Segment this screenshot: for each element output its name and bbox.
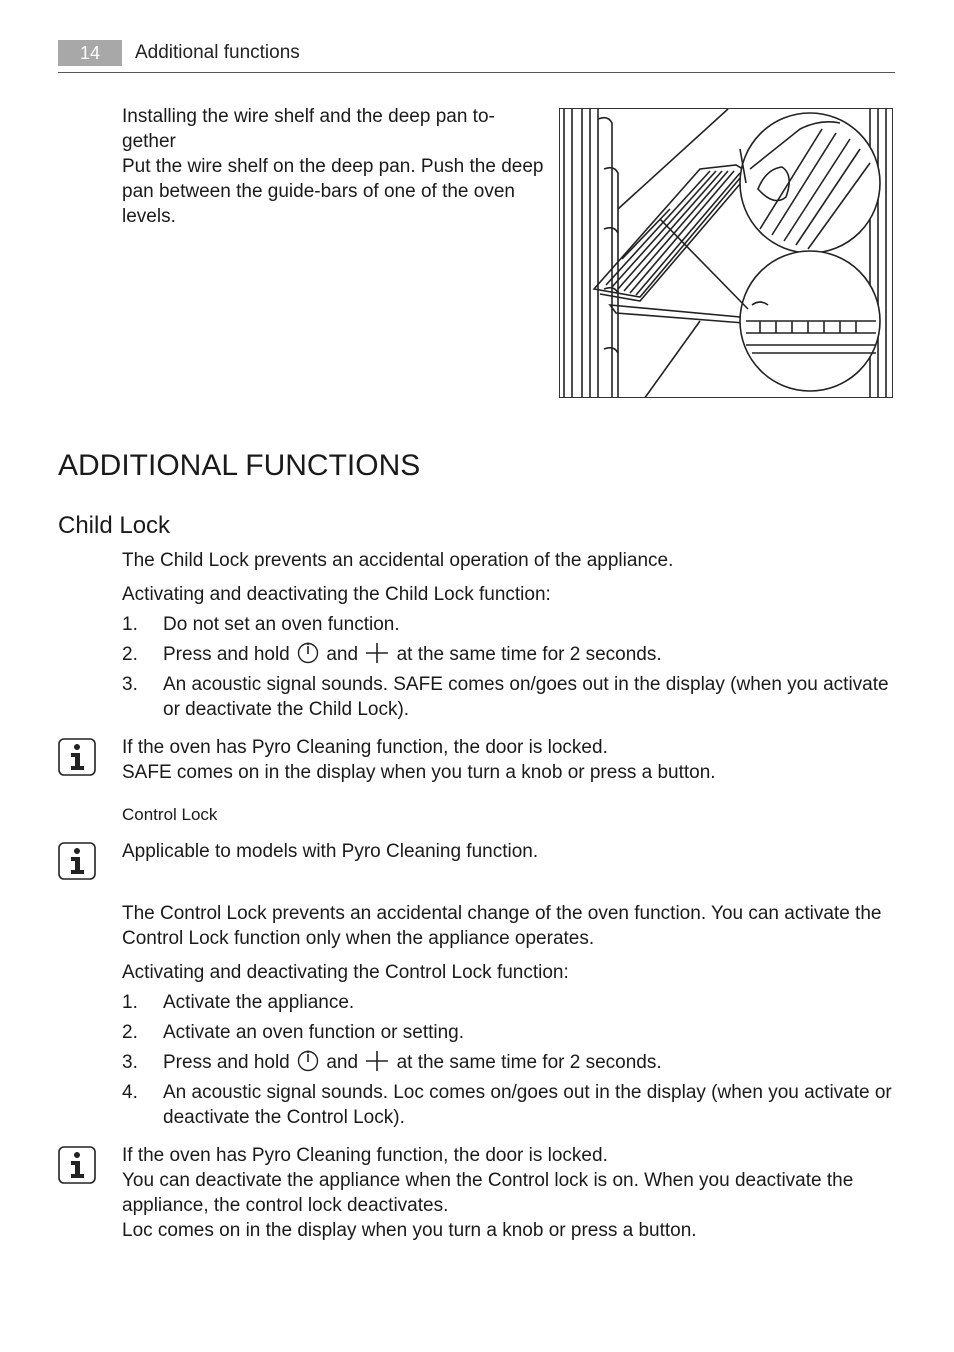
plus-icon [365,1050,389,1072]
list-item-text: Do not set an oven function. [163,614,400,635]
control-lock-intro: The Control Lock prevents an accidental change of the oven function. You can activate the Control Lock function only when the appliance operates. [122,903,882,949]
step-text-pre: Press and hold [163,644,290,665]
child-lock-intro: The Child Lock prevents an accidental operation of the appliance. [122,550,674,571]
clock-icon [297,1050,319,1072]
child-lock-heading: Child Lock [58,512,171,539]
control-lock-steps-intro: Activating and deactivating the Control Lock function: [122,962,569,983]
child-lock-note-line2: SAFE comes on in the display when you turn a knob or press a button. [122,762,716,783]
header-section-title: Additional functions [135,42,300,63]
list-item-number: 3. [122,1052,138,1073]
info-icon [58,842,96,880]
control-lock-applicable-note: Applicable to models with Pyro Cleaning function. [122,841,539,862]
list-item-text [163,642,893,667]
step-text-mid: and [326,1052,359,1073]
list-item-number: 2. [122,644,138,665]
step-text-post: at the same time for 2 seconds. [396,644,662,665]
clock-icon [297,642,319,664]
child-lock-steps-intro: Activating and deactivating the Child Lock function: [122,584,551,605]
list-item-text: Activate an oven function or setting. [163,1022,465,1043]
list-item-text: An acoustic signal sounds. SAFE comes on/goes out in the display (when you activate or deactivate the Child Lock). [163,674,889,720]
list-item-number: 1. [122,614,138,635]
oven-shelf-drawing [560,109,893,398]
step-text-post: at the same time for 2 seconds. [396,1052,662,1073]
page-header [58,40,895,73]
list-item-number: 3. [122,674,138,695]
list-item-text [163,1050,893,1075]
step-text-mid: and [326,644,359,665]
oven-shelf-illustration [559,108,893,398]
list-item-text: An acoustic signal sounds. Loc comes on/goes out in the display (when you activate or deactivate the Control Lock). [163,1082,892,1128]
step-text-pre: Press and hold [163,1052,290,1073]
list-item-text: Activate the appliance. [163,992,355,1013]
info-icon [58,1146,96,1184]
list-item-number: 1. [122,992,138,1013]
child-lock-note-line1: If the oven has Pyro Cleaning function, the door is locked. [122,737,608,758]
control-lock-note-line3: Loc comes on in the display when you turn a knob or press a button. [122,1220,697,1241]
control-lock-heading: Control Lock [122,805,218,824]
control-lock-note-line2: You can deactivate the appliance when the Control lock is on. When you deactivate the appliance, the control lock deactivates. [122,1170,854,1216]
intro-subheading: Installing the wire shelf and the deep pan to-gether [122,106,495,152]
page-title: ADDITIONAL FUNCTIONS [58,449,421,482]
control-lock-note-line1: If the oven has Pyro Cleaning function, the door is locked. [122,1145,608,1166]
list-item-number: 4. [122,1082,138,1103]
intro-body: Put the wire shelf on the deep pan. Push the deep pan between the guide-bars of one of the oven levels. [122,156,544,227]
page-number: 14 [58,40,122,66]
intro-block [122,104,547,229]
list-item-number: 2. [122,1022,138,1043]
info-icon [58,738,96,776]
plus-icon [365,642,389,664]
